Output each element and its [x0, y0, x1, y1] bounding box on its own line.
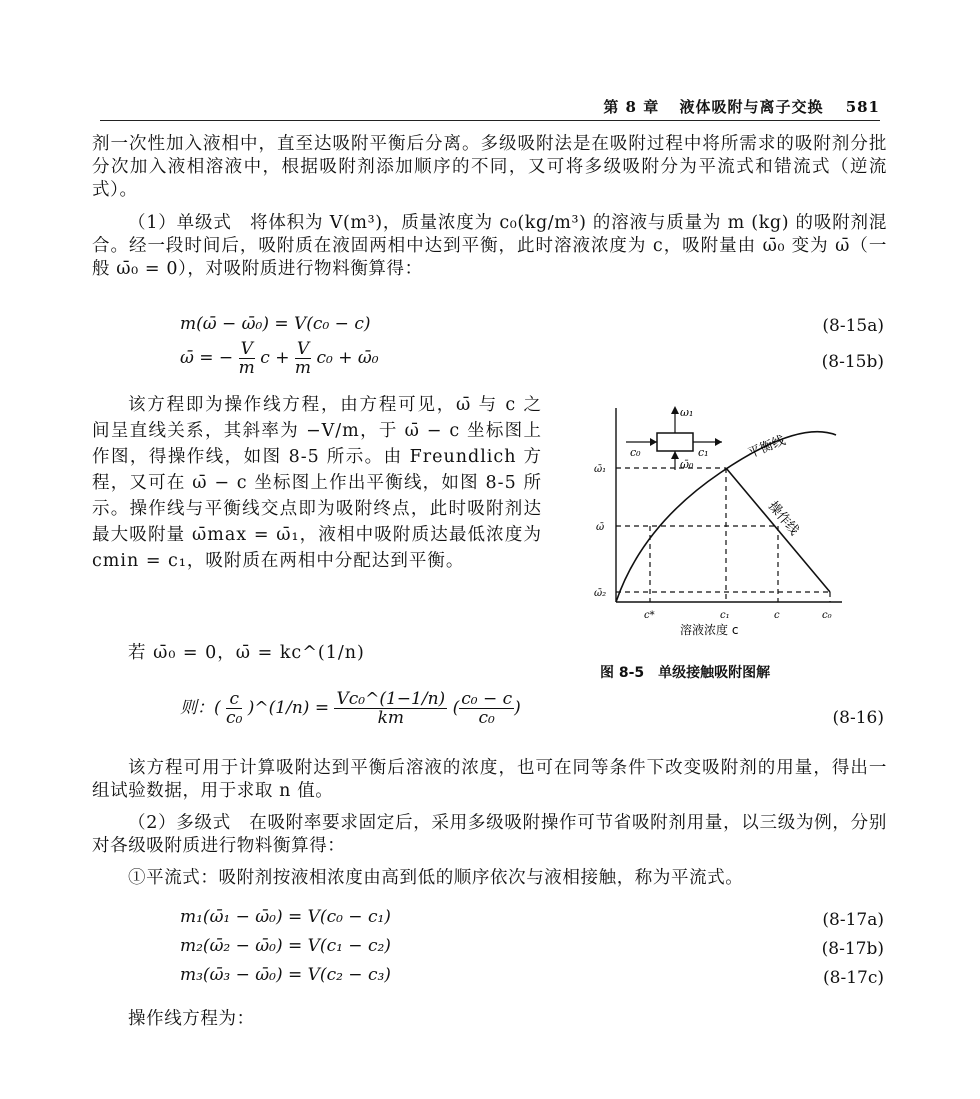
paragraph-6: （2）多级式 在吸附率要求固定后，采用多级吸附操作可节省吸附剂用量，以三级为例，分别对各级吸附质进行物料衡算得： — [92, 813, 887, 856]
eq-15b-tail: c₀ + ω̄₀ — [316, 348, 379, 368]
header-text — [603, 96, 880, 117]
chapter-label: 第 8 章 — [603, 98, 660, 116]
eq-15b-lhs: ω̄ = − — [180, 348, 234, 368]
figure-caption: 图 8-5 单级接触吸附图解 — [600, 665, 771, 681]
x-tick-c0: c₀ — [822, 610, 832, 621]
frac-den: m — [238, 358, 255, 378]
fraction-v-over-m-2 — [295, 340, 311, 377]
frac-vc0: Vc₀^(1−1/n) — [336, 689, 446, 709]
equation-8-15b — [180, 340, 379, 377]
y-tick-omega-2: ω̄₂ — [594, 588, 607, 599]
equation-8-17c: m₃(ω̄₃ − ω̄₀) = V(c₂ − c₃) — [180, 965, 391, 985]
frac-c: c — [226, 690, 242, 709]
paragraph-5: 该方程可用于计算吸附达到平衡后溶液的浓度，也可在同等条件下改变吸附剂的用量，得出一组试验数据，用于求取 n 值。 — [92, 758, 887, 801]
frac-c0: c₀ — [226, 708, 243, 728]
page-number: 581 — [845, 98, 880, 116]
paragraph-4: 若 ω̄₀ = 0，ω̄ = kc^(1/n) — [128, 643, 365, 663]
fraction-c-over-c0 — [226, 690, 242, 727]
fraction-vc0-over-km — [334, 690, 447, 727]
eq-16-pre: 则：( — [180, 698, 221, 718]
equilibrium-line-label: 平衡线 — [745, 433, 788, 462]
x-tick-c1: c₁ — [720, 610, 730, 621]
equation-8-17b: m₂(ω̄₂ − ω̄₀) = V(c₁ − c₂) — [180, 936, 391, 956]
frac-num-2: V — [296, 339, 310, 359]
eq-16-pow: )^(1/n) = — [247, 698, 330, 718]
page-header — [100, 94, 880, 121]
dashed-guides — [616, 468, 830, 602]
c1-output-label: c₁ — [698, 446, 709, 459]
adsorber-box — [657, 433, 693, 451]
equation-8-17a: m₁(ω̄₁ − ω̄₀) = V(c₀ − c₁) — [180, 907, 391, 927]
paragraph-7: ①平流式：吸附剂按液相浓度由高到低的顺序依次与液相接触，称为平流式。 — [128, 868, 744, 888]
frac-km: km — [377, 708, 405, 728]
x-axis-label: 溶液浓度 c — [680, 623, 739, 637]
equation-number-8-17b: (8-17b) — [821, 939, 884, 959]
chapter-title: 液体吸附与离子交换 — [679, 98, 824, 116]
omega-1-top-label: ω₁ — [680, 406, 694, 419]
equation-number-8-16: (8-16) — [832, 708, 884, 728]
y-tick-omega: ω̄ — [596, 522, 605, 533]
frac-den-2: m — [294, 358, 312, 378]
c0-input-label: c₀ — [630, 446, 641, 459]
paragraph-1: 剂一次性加入液相中，直至达吸附平衡后分离。多级吸附法是在吸附过程中将所需求的吸附剂分批分次加入液相溶液中，根据吸附剂添加顺序的不同，又可将多级吸附分为平流式和错流式（逆流式）。 — [92, 134, 887, 200]
frac-num: V — [240, 339, 253, 359]
fraction-c0-minus-c-over-c0 — [459, 690, 514, 727]
equation-8-16: 则：( $\frac{c}{\text{c₀}}$ )^(1/n) = $\frac{\text{Vc₀\textasciicircum{}(1−1/n)}}{km}$ ( $\frac{\text{c₀ − c}}{\text{c₀}}$ ) — [180, 689, 521, 728]
eq-15b-mid: c + — [260, 348, 290, 368]
frac-c0-minus-c: c₀ − c — [461, 689, 513, 709]
paragraph-3: 该方程即为操作线方程，由方程可见，ω̄ 与 c 之间呈直线关系，其斜率为 −V/m，于 ω̄ − c 坐标图上作图，得操作线，如图 8-5 所示。由 Freundlich 方程，又可在 ω̄ − c 坐标图上作出平衡线，如图 8-5 所示。操作线与平衡线交点即为吸附终点，此时吸附剂达最大吸附量 ω̄max = ω̄₁，液相中吸附质达最低浓度为 cmin = c₁，吸附质在两相中分配达到平衡。 — [92, 395, 542, 571]
y-tick-omega-1: ω̄₁ — [594, 464, 607, 475]
equation-number-8-15a: (8-15a) — [822, 316, 884, 336]
x-tick-c-star: c* — [644, 610, 655, 621]
paragraph-8: 操作线方程为： — [128, 1009, 255, 1029]
paragraph-2: （1）单级式 将体积为 V(m³)，质量浓度为 c₀(kg/m³) 的溶液与质量为 m (kg) 的吸附剂混合。经一段时间后，吸附质在液固两相中达到平衡，此时溶液浓度为 c，吸附量由 ω̄₀ 变为 ω̄（一般 ω̄₀ = 0），对吸附质进行物料衡算得： — [92, 213, 887, 279]
figure-8-5 — [560, 398, 850, 658]
omega-0-label: ω̄₀ — [680, 458, 694, 471]
equation-number-8-17a: (8-17a) — [822, 910, 884, 930]
frac-c0-den: c₀ — [478, 708, 495, 728]
fraction-v-over-m — [239, 340, 255, 377]
operating-line-label: 操作线 — [764, 498, 802, 539]
equation-number-8-17c: (8-17c) — [823, 968, 884, 988]
equation-number-8-15b: (8-15b) — [821, 352, 884, 372]
x-tick-c: c — [774, 610, 780, 621]
equation-8-15a: m(ω̄ − ω̄₀) = V(c₀ − c) — [180, 314, 371, 334]
